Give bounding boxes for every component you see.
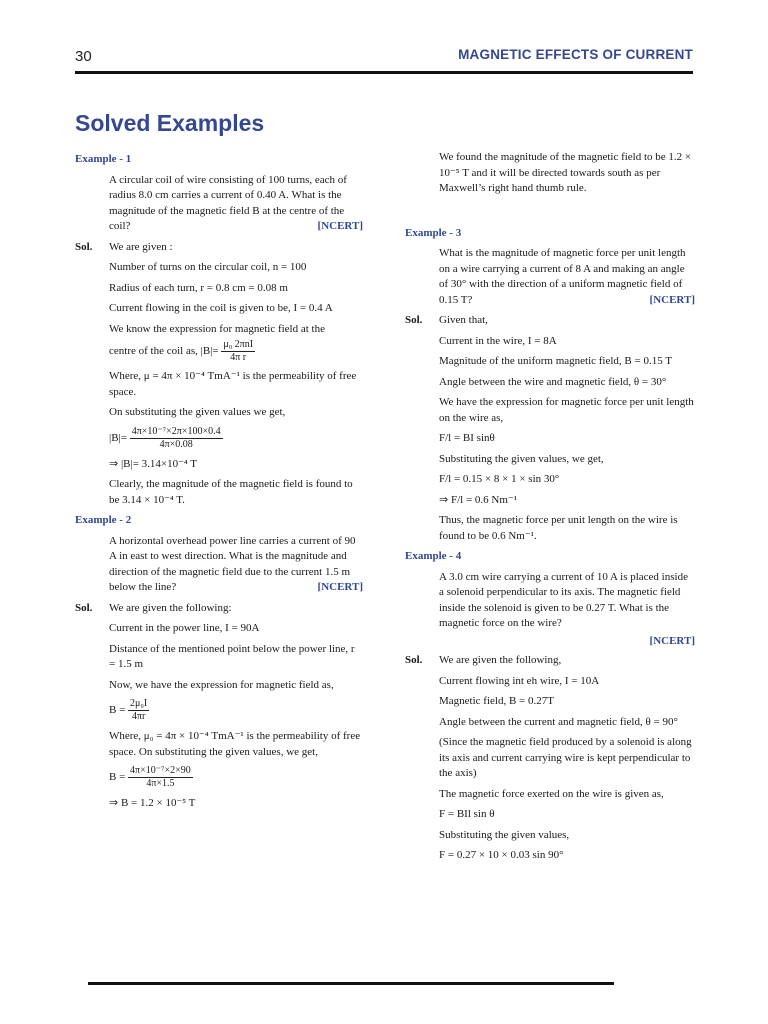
solution-line: We are given : bbox=[109, 240, 173, 253]
solution-line: We are given the following: bbox=[109, 601, 232, 614]
example-4-heading: Example - 4 bbox=[405, 550, 462, 562]
fraction bbox=[130, 426, 223, 451]
solution-line: We are given the following, bbox=[439, 654, 562, 666]
fraction-denominator: 4π×1.5 bbox=[146, 778, 175, 789]
chapter-title: MAGNETIC EFFECTS OF CURRENT bbox=[458, 47, 693, 62]
solution-line: Where, μ = 4π × 10⁻⁴ TmA⁻¹ is the permeability of free space. bbox=[109, 370, 357, 398]
example-3-heading: Example - 3 bbox=[405, 226, 462, 239]
solution-line: We have the expression for magnetic force per unit length on the wire as, bbox=[439, 396, 694, 424]
fraction-numerator: μ₀ 2πnI bbox=[223, 339, 254, 350]
equation-line: ⇒ |B|= 3.14×10⁻⁴ T bbox=[109, 457, 198, 470]
example-4-question: A 3.0 cm wire carrying a current of 10 A is placed inside a solenoid perpendicular to its axis. The magnetic field inside the solenoid is given to be 0.27 T. What is the magnetic force on the wire? bbox=[439, 570, 688, 629]
solution-line: Substituting the given values, we get, bbox=[439, 452, 604, 465]
sol-label: Sol. bbox=[405, 314, 423, 326]
solution-line: On substituting the given values we get, bbox=[109, 406, 286, 418]
fraction-numerator: 2μ₀I bbox=[130, 698, 148, 709]
equation-line bbox=[75, 339, 363, 364]
section-title: Solved Examples bbox=[75, 110, 265, 136]
example-4-tag-line bbox=[405, 634, 695, 650]
equation-line: F/l = BI sinθ bbox=[439, 432, 495, 444]
example-1-heading: Example - 1 bbox=[75, 153, 132, 165]
solution-line: Now, we have the expression for magnetic field as, bbox=[109, 678, 334, 691]
solution-line: Where, μ₀ = 4π × 10⁻⁴ TmA⁻¹ is the permeability of free space. On substituting the given values, we get, bbox=[109, 730, 361, 758]
fraction bbox=[128, 765, 193, 790]
fraction bbox=[128, 698, 149, 723]
solution-row bbox=[75, 240, 363, 256]
equation-line bbox=[75, 426, 363, 451]
solution-line: Distance of the mentioned point below the power line, r = 1.5 m bbox=[109, 642, 355, 670]
equation-line: F/l = 0.15 × 8 × 1 × sin 30° bbox=[439, 473, 560, 485]
fraction-denominator: 4πr bbox=[131, 711, 146, 722]
solution-line: The magnetic force exerted on the wire is given as, bbox=[439, 787, 664, 800]
fraction-denominator: 4π r bbox=[230, 352, 247, 363]
solution-line: Current in the power line, I = 90A bbox=[109, 622, 260, 634]
example-2-question-text: A horizontal overhead power line carries a current of 90 A in east to west direction. What is the magnitude and direction of the magnetic field due to the current 1.5 m below the line? bbox=[109, 534, 356, 593]
solution-row bbox=[75, 601, 363, 617]
equation-text: centre of the coil as, |B|= bbox=[109, 345, 219, 358]
example-1-question-text: A circular coil of wire consisting of 100 turns, each of radius 8.0 cm carries a current of 0.40 A. What is the magnitude of the magnetic field B at the centre of the coil? bbox=[109, 173, 347, 232]
solution-line: Angle between the current and magnetic field, θ = 90° bbox=[439, 715, 678, 728]
example-2-question bbox=[75, 534, 363, 596]
ncert-tag: [NCERT] bbox=[649, 293, 695, 306]
header-rule bbox=[75, 71, 693, 74]
solution-line: Current flowing int eh wire, I = 10A bbox=[439, 674, 600, 687]
solution-line: Clearly, the magnitude of the magnetic field is found to be 3.14 × 10⁻⁴ T. bbox=[109, 478, 353, 506]
sol-label: Sol. bbox=[75, 240, 93, 253]
equation-lhs: B = bbox=[109, 704, 126, 717]
equation-line: F = BIl sin θ bbox=[439, 808, 495, 820]
solution-line: Number of turns on the circular coil, n = 100 bbox=[109, 261, 307, 273]
continued-text: We found the magnitude of the magnetic field to be 1.2 × 10⁻⁵ T and it will be directed towards south as per Maxwell’s right hand thumb rule. bbox=[439, 151, 692, 194]
ncert-tag: [NCERT] bbox=[317, 581, 363, 593]
footer-rule bbox=[88, 982, 614, 985]
solution-line: Angle between the wire and magnetic field, θ = 30° bbox=[439, 375, 667, 388]
example-3-question-text: What is the magnitude of magnetic force per unit length on a wire carrying a current of 8 A and making an angle of 30° with the direction of a uniform magnetic field of 0.15 T? bbox=[439, 247, 686, 306]
solution-row bbox=[405, 313, 695, 329]
left-column bbox=[75, 150, 363, 817]
equation-line bbox=[75, 698, 363, 723]
sol-label: Sol. bbox=[405, 654, 423, 666]
example-2-heading: Example - 2 bbox=[75, 514, 132, 526]
equation-line: ⇒ F/l = 0.6 Nm⁻¹ bbox=[439, 493, 518, 506]
equation-line: ⇒ B = 1.2 × 10⁻⁵ T bbox=[109, 797, 196, 809]
solution-line: Magnitude of the uniform magnetic field, B = 0.15 T bbox=[439, 355, 672, 367]
solution-line: We know the expression for magnetic field at the bbox=[109, 322, 325, 335]
solution-line: Magnetic field, B = 0.27T bbox=[439, 695, 554, 707]
fraction-denominator: 4π×0.08 bbox=[159, 438, 193, 450]
page-number: 30 bbox=[75, 48, 92, 65]
solution-line: Substituting the given values, bbox=[439, 828, 570, 841]
equation-lhs: B = bbox=[109, 771, 126, 784]
solution-row bbox=[405, 653, 695, 669]
solution-line: Radius of each turn, r = 0.8 cm = 0.08 m bbox=[109, 281, 288, 294]
fraction-numerator: 4π×10⁻⁷×2×90 bbox=[130, 765, 191, 776]
example-1-question bbox=[75, 173, 363, 235]
ncert-tag: [NCERT] bbox=[649, 634, 695, 647]
solution-line: Current in the wire, I = 8A bbox=[439, 334, 557, 347]
sol-label: Sol. bbox=[75, 601, 93, 614]
solution-line: (Since the magnetic field produced by a solenoid is along its axis and current carrying wire is kept perpendicular to the axis) bbox=[439, 736, 692, 779]
equation-line bbox=[75, 765, 363, 790]
example-3-question bbox=[405, 246, 695, 308]
solution-line: Current flowing in the coil is given to be, I = 0.4 A bbox=[109, 302, 333, 314]
equation-line: F = 0.27 × 10 × 0.03 sin 90° bbox=[439, 849, 564, 861]
solution-line: Given that, bbox=[439, 314, 488, 326]
spacer bbox=[405, 202, 695, 224]
right-column bbox=[405, 150, 695, 869]
solution-line: Thus, the magnetic force per unit length on the wire is found to be 0.6 Nm⁻¹. bbox=[439, 514, 678, 542]
fraction bbox=[221, 339, 255, 364]
ncert-tag: [NCERT] bbox=[317, 220, 363, 232]
fraction-numerator: 4π×10⁻⁷×2π×100×0.4 bbox=[131, 425, 221, 437]
equation-lhs: |B|= bbox=[109, 431, 127, 444]
